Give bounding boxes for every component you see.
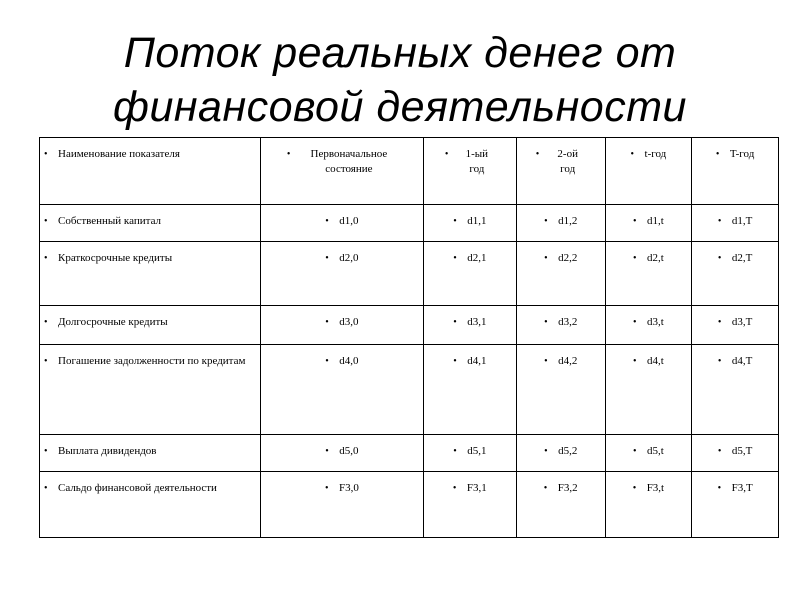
cell-value: d2,t (647, 252, 664, 264)
cell-value: d2,T (731, 252, 753, 264)
bullet-icon: • (452, 483, 457, 494)
table-row (40, 435, 779, 472)
header-label: 1-ый год (465, 148, 489, 175)
bullet-icon: • (325, 253, 329, 264)
row-label: Собственный капитал (58, 215, 162, 227)
row-label-cell (40, 205, 261, 242)
row-label-cell (40, 472, 261, 538)
table-row (40, 306, 779, 345)
value-cell (516, 345, 605, 435)
header-label: Наименование показателя (58, 148, 180, 160)
slide-title-line-1: Поток реальных денег от (123, 29, 677, 77)
value-cell (260, 435, 423, 472)
cell-value: d4,2 (558, 355, 578, 367)
cell-value: d2,1 (467, 252, 487, 264)
bullet-icon: • (44, 483, 48, 494)
cell-value: d1,2 (558, 215, 578, 227)
cell-value: d4,1 (467, 355, 487, 367)
cell-value: d2,2 (558, 252, 578, 264)
value-cell (605, 472, 692, 538)
value-cell (423, 306, 516, 345)
value-cell (260, 205, 423, 242)
bullet-icon: • (544, 253, 548, 264)
slide-title (0, 26, 800, 134)
value-cell (516, 472, 605, 538)
value-cell (605, 205, 692, 242)
bullet-icon: • (453, 317, 457, 328)
bullet-icon: • (453, 356, 457, 367)
value-cell (692, 205, 779, 242)
cell-value: F3,T (731, 482, 753, 494)
bullet-icon: • (444, 149, 449, 160)
header-label: 2-ой год (557, 148, 578, 175)
bullet-icon: • (544, 446, 548, 457)
bullet-icon: • (44, 317, 48, 328)
bullet-icon: • (453, 216, 457, 227)
cell-value: d4,T (731, 355, 753, 367)
row-label-cell (40, 435, 261, 472)
value-cell (260, 242, 423, 306)
bullet-icon: • (453, 446, 457, 457)
row-label: Долгосрочные кредиты (58, 316, 168, 328)
cell-value: d1,1 (467, 215, 487, 227)
bullet-icon: • (717, 446, 722, 457)
value-cell (423, 205, 516, 242)
value-cell (260, 472, 423, 538)
cell-value: F3,0 (338, 482, 359, 494)
cell-value: d2,0 (339, 252, 359, 264)
value-cell (516, 306, 605, 345)
bullet-icon: • (633, 216, 637, 227)
bullet-icon: • (633, 446, 637, 457)
cell-value: d3,t (647, 316, 664, 328)
bullet-icon: • (633, 317, 637, 328)
bullet-icon: • (325, 216, 329, 227)
value-cell (423, 242, 516, 306)
bullet-icon: • (717, 317, 722, 328)
cash-flow-table (39, 137, 779, 538)
cell-value: d3,2 (558, 316, 578, 328)
row-label: Краткосрочные кредиты (58, 252, 173, 264)
header-cell-year-2 (516, 138, 605, 205)
value-cell (605, 306, 692, 345)
row-label-cell (40, 306, 261, 345)
row-label: Сальдо финансовой деятельности (58, 482, 217, 494)
cell-value: d1,0 (339, 215, 359, 227)
bullet-icon: • (717, 483, 722, 494)
value-cell (692, 345, 779, 435)
value-cell (692, 472, 779, 538)
bullet-icon: • (717, 216, 722, 227)
value-cell (423, 472, 516, 538)
slide-title-line-2: финансовой деятельности (113, 83, 687, 131)
value-cell (605, 345, 692, 435)
cell-value: F3,2 (557, 482, 578, 494)
value-cell (516, 205, 605, 242)
cell-value: d3,T (731, 316, 753, 328)
cell-value: d3,0 (339, 316, 359, 328)
cell-value: d4,t (647, 355, 664, 367)
table-row (40, 242, 779, 306)
bullet-icon: • (630, 149, 635, 160)
value-cell (605, 242, 692, 306)
header-cell-year-1 (423, 138, 516, 205)
bullet-icon: • (543, 483, 548, 494)
bullet-icon: • (717, 356, 722, 367)
header-cell-year-T (692, 138, 779, 205)
bullet-icon: • (544, 216, 548, 227)
value-cell (260, 306, 423, 345)
bullet-icon: • (286, 149, 291, 160)
value-cell (605, 435, 692, 472)
table-header-row (40, 138, 779, 205)
cell-value: d5,0 (339, 445, 359, 457)
bullet-icon: • (324, 483, 329, 494)
header-label: Первоначальное состояние (310, 148, 388, 175)
cell-value: d5,T (731, 445, 753, 457)
header-label: t-год (644, 148, 667, 160)
table-row (40, 345, 779, 435)
bullet-icon: • (544, 356, 548, 367)
bullet-icon: • (44, 149, 48, 160)
bullet-icon: • (717, 253, 722, 264)
bullet-icon: • (44, 253, 48, 264)
cell-value: d4,0 (339, 355, 359, 367)
table-row (40, 205, 779, 242)
bullet-icon: • (544, 317, 548, 328)
bullet-icon: • (325, 446, 329, 457)
cell-value: F3,1 (466, 482, 487, 494)
bullet-icon: • (325, 356, 329, 367)
cell-value: d5,1 (467, 445, 487, 457)
bullet-icon: • (632, 483, 637, 494)
bullet-icon: • (633, 356, 637, 367)
bullet-icon: • (44, 356, 48, 367)
bullet-icon: • (325, 317, 329, 328)
row-label: Выплата дивидендов (58, 445, 157, 457)
bullet-icon: • (633, 253, 637, 264)
header-cell-indicator (40, 138, 261, 205)
cell-value: F3,t (646, 482, 665, 494)
value-cell (516, 435, 605, 472)
cell-value: d5,2 (558, 445, 578, 457)
row-label-cell (40, 242, 261, 306)
cell-value: d3,1 (467, 316, 487, 328)
value-cell (692, 435, 779, 472)
cell-value: d1,T (731, 215, 753, 227)
value-cell (423, 435, 516, 472)
table-row (40, 472, 779, 538)
bullet-icon: • (535, 149, 540, 160)
row-label: Погашение задолженности по кредитам (58, 355, 246, 367)
bullet-icon: • (715, 149, 720, 160)
value-cell (423, 345, 516, 435)
value-cell (692, 242, 779, 306)
cell-value: d1,t (647, 215, 664, 227)
row-label-cell (40, 345, 261, 435)
bullet-icon: • (44, 216, 48, 227)
header-label: T-год (729, 148, 755, 160)
value-cell (260, 345, 423, 435)
value-cell (692, 306, 779, 345)
bullet-icon: • (453, 253, 457, 264)
bullet-icon: • (44, 446, 48, 457)
header-cell-year-t (605, 138, 692, 205)
value-cell (516, 242, 605, 306)
header-cell-initial (260, 138, 423, 205)
cell-value: d5,t (647, 445, 664, 457)
